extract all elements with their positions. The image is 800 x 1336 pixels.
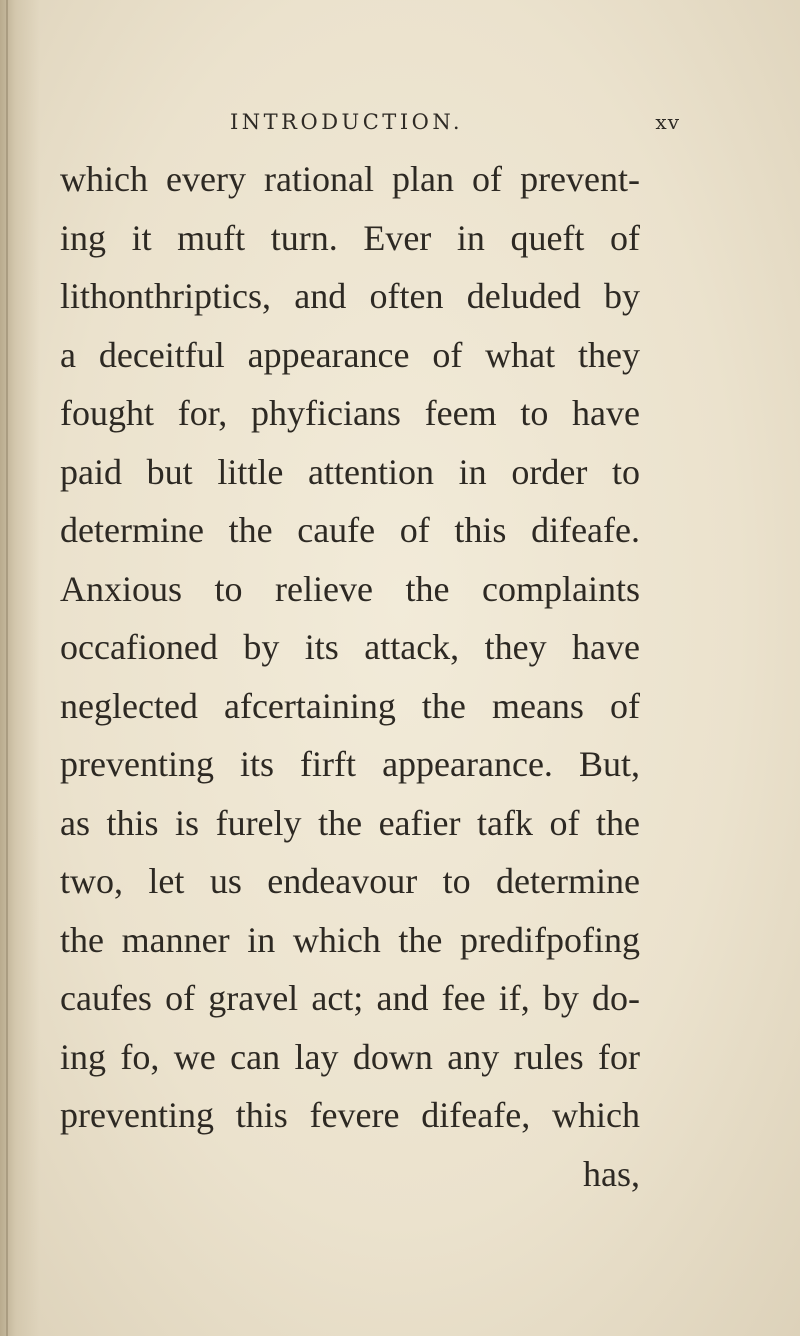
text-line: paid but little attention in order to bbox=[60, 451, 640, 492]
catchword: has, bbox=[583, 1153, 640, 1194]
text-line: preventing this fevere difeafe, which bbox=[60, 1095, 640, 1135]
running-head bbox=[60, 110, 680, 144]
text-line: Anxious to relieve the complaints bbox=[60, 568, 640, 609]
text-line: two, let us endeavour to determine bbox=[60, 861, 640, 901]
text-line: the manner in which the predifpofing bbox=[60, 919, 640, 960]
text-line: caufes of gravel act; and fee if, by do- bbox=[60, 978, 640, 1018]
text-line: ing fo, we can lay down any rules for bbox=[60, 1036, 640, 1077]
body-text bbox=[60, 150, 640, 1203]
text-line: which every rational plan of prevent- bbox=[60, 159, 640, 199]
text-line: determine the caufe of this difeafe. bbox=[60, 510, 640, 550]
text-line: as this is furely the eafier tafk of the bbox=[60, 802, 640, 843]
page-number: xv bbox=[655, 110, 680, 134]
text-line: fought for, phyficians feem to have bbox=[60, 393, 640, 433]
text-line: lithonthriptics, and often deluded by bbox=[60, 276, 640, 316]
text-line: neglected afcertaining the means of bbox=[60, 685, 640, 726]
text-line: a deceitful appearance of what they bbox=[60, 334, 640, 375]
binding-edge bbox=[6, 0, 8, 1336]
text-line: occafioned by its attack, they have bbox=[60, 627, 640, 667]
running-title: INTRODUCTION. bbox=[230, 110, 464, 134]
text-line: ing it muft turn. Ever in queft of bbox=[60, 217, 640, 258]
text-line: preventing its firft appearance. But, bbox=[60, 744, 640, 784]
